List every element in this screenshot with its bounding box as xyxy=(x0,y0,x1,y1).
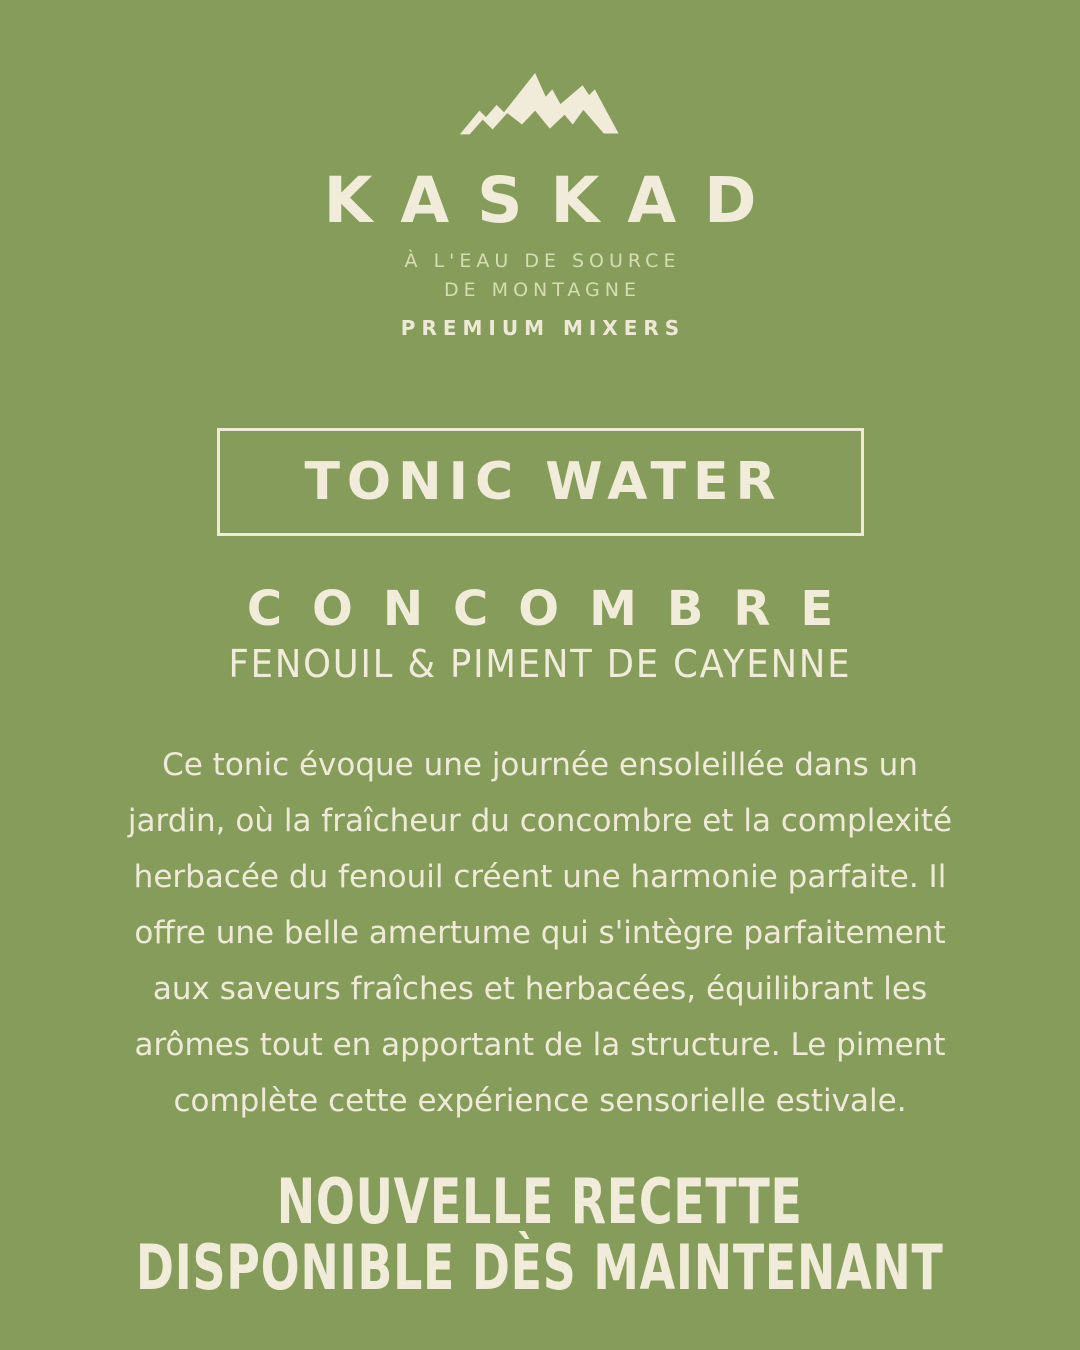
product-description: Ce tonic évoque une journée ensoleillée dans un jardin, où la fraîcheur du concombre et la complexité herbacée du fenouil créent une harmonie parfaite. Il offre une belle amertume qui s'intègre parfaitement aux saveurs fraîches et herbacées, équilibrant les arômes tout en apportant de la structure. Le piment complète cette expérience sensorielle estivale. xyxy=(127,747,953,1120)
tagline-line-1: À L'EAU DE SOURCE xyxy=(404,250,681,273)
brand-tagline xyxy=(400,247,681,304)
brand-logo xyxy=(296,64,785,340)
flavor-title: CONCOMBRE xyxy=(246,581,864,638)
tagline-line-2: DE MONTAGNE xyxy=(444,278,641,301)
announcement xyxy=(0,1165,1080,1304)
brand-descriptor: PREMIUM MIXERS xyxy=(400,316,686,341)
brand-wordmark: KASKAD xyxy=(323,164,785,237)
flavor-subtitle: FENOUIL & PIMENT DE CAYENNE xyxy=(228,642,852,687)
announcement-line-2: DISPONIBLE DÈS MAINTENANT xyxy=(136,1230,944,1304)
mountain-icon xyxy=(437,64,643,154)
category-label: TONIC WATER xyxy=(304,452,783,513)
announcement-line-1: NOUVELLE RECETTE xyxy=(277,1165,803,1239)
category-badge xyxy=(217,428,864,536)
